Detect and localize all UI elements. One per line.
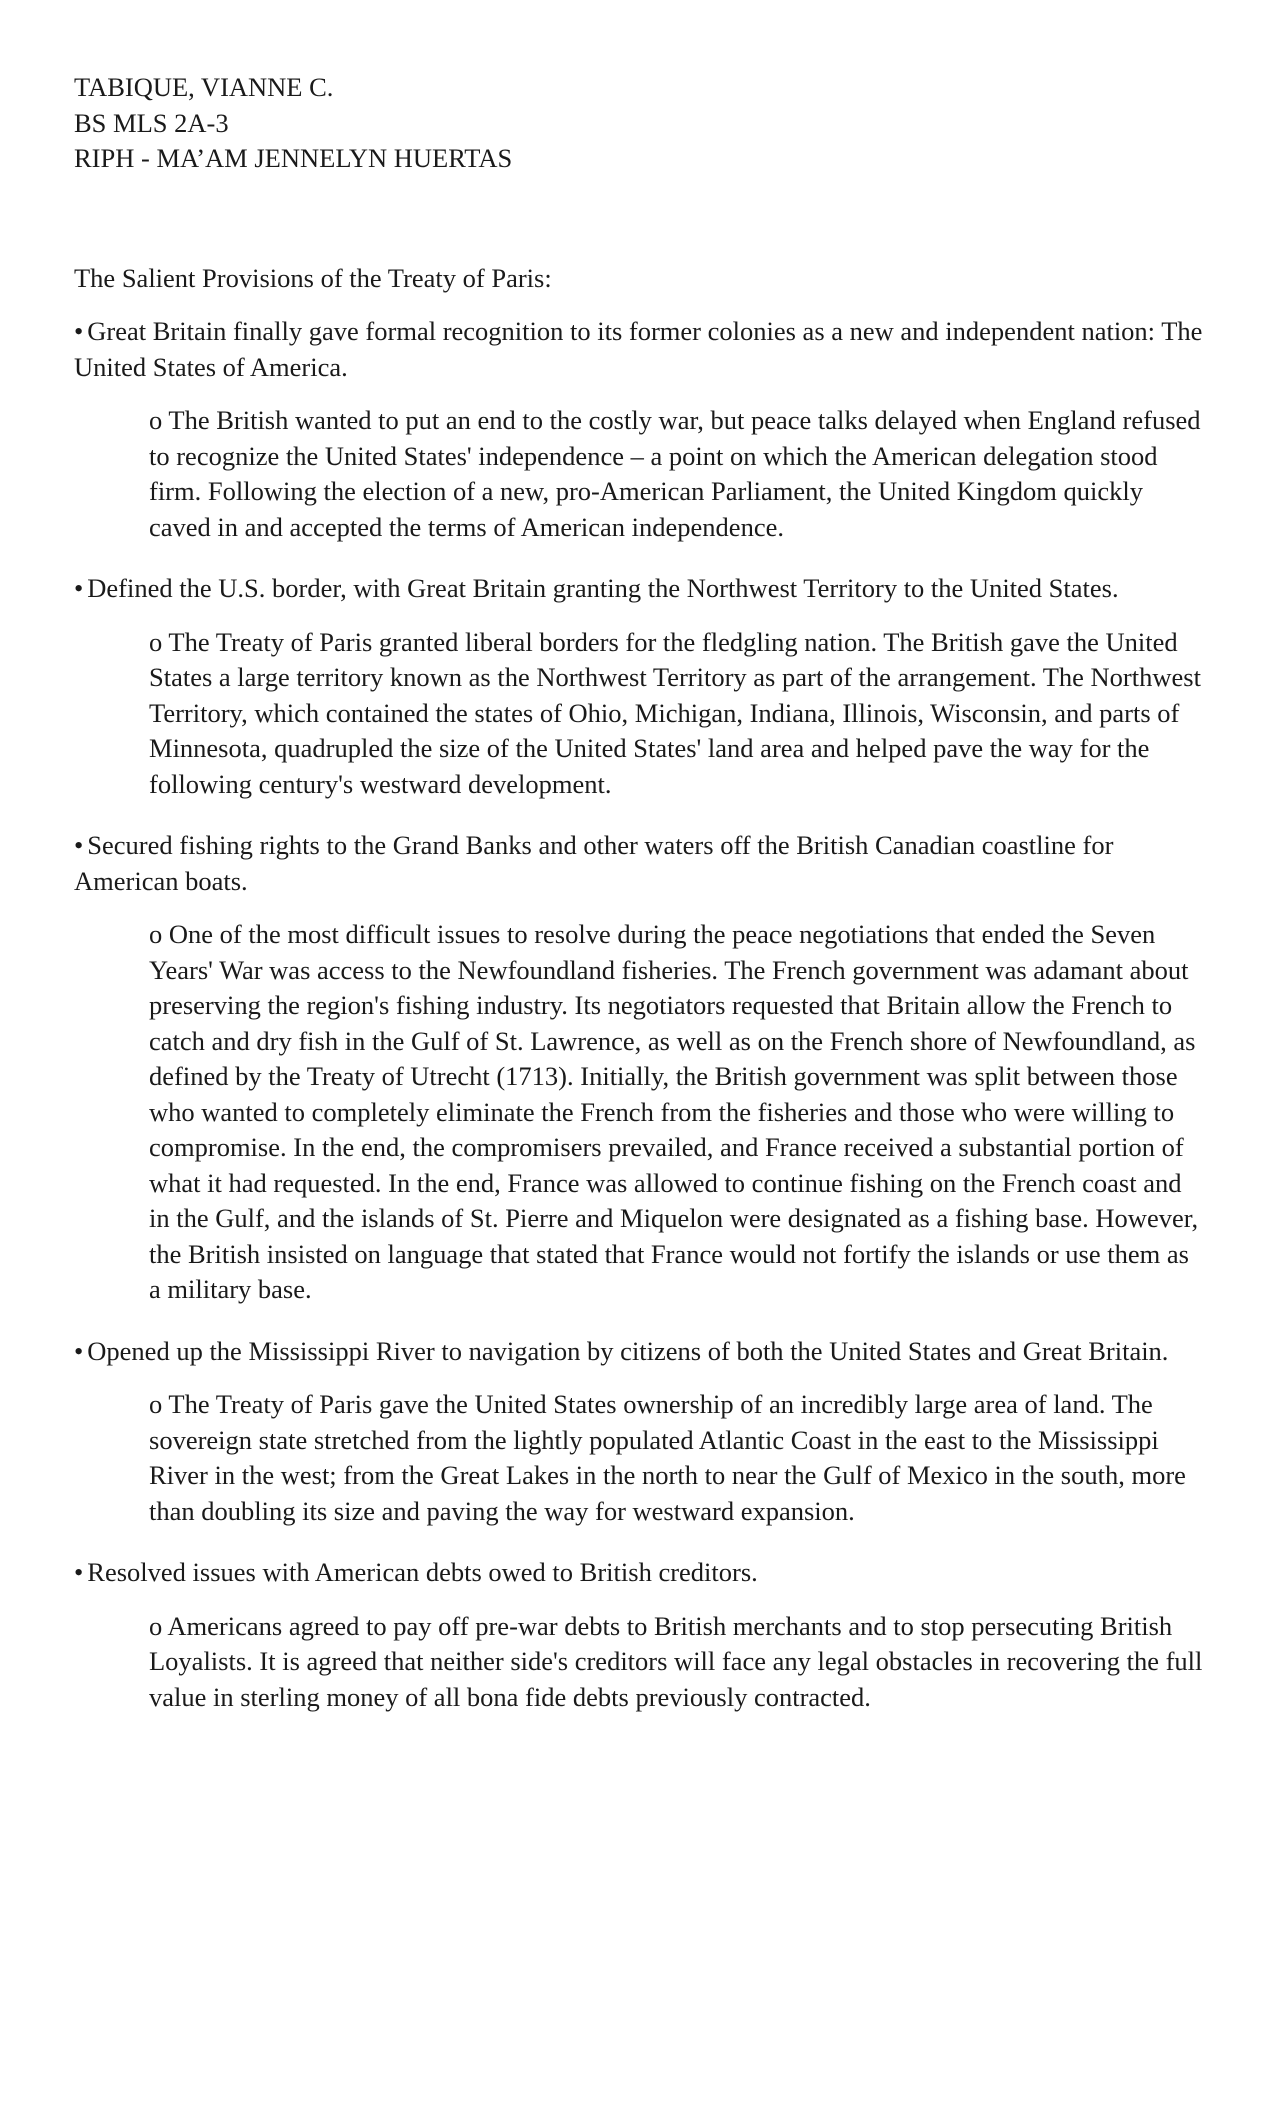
document-page — [74, 70, 1214, 1741]
provision-4 — [74, 1334, 1214, 1530]
provision-point-text: Secured fishing rights to the Grand Banks and other waters off the British Canadian coastline for American boats. — [74, 830, 1114, 896]
bullet-icon: • — [74, 316, 84, 346]
provision-5 — [74, 1555, 1214, 1715]
provision-1 — [74, 314, 1214, 545]
provision-point-text: Great Britain finally gave formal recognition to its former colonies as a new and independent nation: The United States of America. — [74, 316, 1203, 382]
student-name: TABIQUE, VIANNE C. — [74, 72, 334, 102]
provision-point — [74, 828, 1214, 899]
intro-heading: The Salient Provisions of the Treaty of Paris: — [74, 262, 552, 293]
bullet-icon: • — [74, 573, 84, 603]
provision-point — [74, 1555, 1214, 1591]
header-block — [74, 70, 1214, 177]
provision-2 — [74, 571, 1214, 802]
provision-point — [74, 1334, 1214, 1370]
provision-detail: o One of the most difficult issues to resolve during the peace negotiations that ended the Seven Years' War was access to the Newfoundland fisheries. The French government was adamant about preserving the region's fishing industry. Its negotiators requested that Britain allow the French to catch and dry fish in the Gulf of St. Lawrence, as well as on the French shore of Newfoundland, as defined by the Treaty of Utrecht (1713). Initially, the British government was split between those who wanted to completely eliminate the French from the fisheries and those who were willing to compromise. In the end, the compromisers prevailed, and France received a substantial portion of what it had requested. In the end, France was allowed to continue fishing on the French coast and in the Gulf, and the islands of St. Pierre and Miquelon were designated as a fishing base. However, the British insisted on language that stated that France would not fortify the islands or use them as a military base. — [149, 919, 1199, 1304]
provision-point — [74, 314, 1214, 385]
provision-3 — [74, 828, 1214, 1308]
provision-point-text: Resolved issues with American debts owed to British creditors. — [87, 1557, 758, 1587]
bullet-icon: • — [74, 1557, 84, 1587]
provision-detail: o The British wanted to put an end to the costly war, but peace talks delayed when England refused to recognize the United States' independence – a point on which the American delegation stood firm. Following the election of a new, pro-American Parliament, the United Kingdom quickly caved in and accepted the terms of American independence. — [149, 405, 1201, 542]
provision-detail: o The Treaty of Paris gave the United States ownership of an incredibly large area of land. The sovereign state stretched from the lightly populated Atlantic Coast in the east to the Mississippi River in the west; from the Great Lakes in the north to near the Gulf of Mexico in the south, more than doubling its size and paving the way for westward expansion. — [149, 1389, 1186, 1526]
bullet-icon: • — [74, 1335, 84, 1366]
provision-detail: o The Treaty of Paris granted liberal borders for the fledgling nation. The British gave the United States a large territory known as the Northwest Territory as part of the arrangement. The Northwest Territory, which contained the states of Ohio, Michigan, Indiana, Illinois, Wisconsin, and parts of Minnesota, quadrupled the size of the United States' land area and helped pave the way for the following century's westward development. — [149, 626, 1201, 799]
student-section: BS MLS 2A-3 — [74, 107, 229, 138]
provision-point-text: Opened up the Mississippi River to navigation by citizens of both the United States and Great Britain. — [87, 1335, 1169, 1366]
course-line: RIPH - MA’AM JENNELYN HUERTAS — [74, 143, 513, 173]
bullet-icon: • — [74, 830, 84, 860]
provision-point — [74, 571, 1214, 607]
provision-detail: o Americans agreed to pay off pre-war debts to British merchants and to stop persecuting British Loyalists. It is agreed that neither side's creditors will face any legal obstacles in recovering the full value in sterling money of all bona fide debts previously contracted. — [149, 1610, 1203, 1712]
provision-point-text: Defined the U.S. border, with Great Britain granting the Northwest Territory to the United States. — [87, 573, 1119, 603]
